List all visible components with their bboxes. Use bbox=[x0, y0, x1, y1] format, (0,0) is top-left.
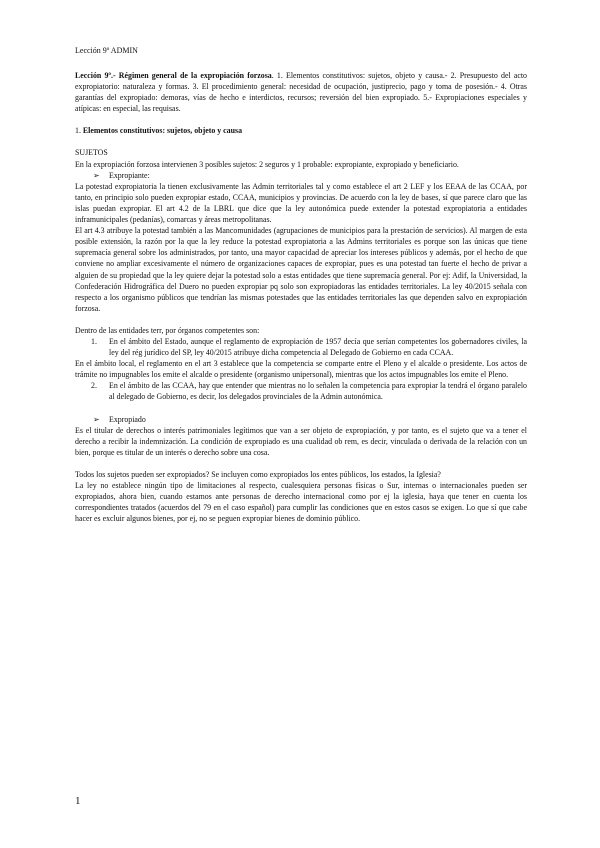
list-item bbox=[75, 336, 527, 358]
page-header: Lección 9º ADMIN bbox=[75, 46, 138, 55]
expropiado-label: Expropiado bbox=[109, 414, 146, 424]
expropiante-paragraph-1: La potestad expropiatoria la tienen exclusivamente las Admin territoriales tal y como establece el art 2 LEF y los EEAA de las CCAA, por tanto, en principio solo pueden expropiar estado, CCAA, municipios y provincias. De acuerdo con la ley de bases, sí que parece claro que las islas puedan expropiar. El art 4.2 de la LBRL que dice que la ley autonómica puede extender la potestad expropiatoria a entidades inframunicipales (pedanías), comarcas y áreas metropolitanas. bbox=[75, 181, 527, 225]
sujetos-heading: SUJETOS bbox=[75, 148, 108, 158]
sujetos-intro: En la expropiación forzosa intervienen 3 posibles sujetos: 2 seguros y 1 probable: expropiante, expropiado y beneficiario. bbox=[75, 159, 459, 169]
list-item-text: En el ámbito de las CCAA, hay que entender que mientras no lo señalen la competencia para expropiar la tendrá el órgano paralelo al delegado de Gobierno, es decir, los delegados provinciales de la Admin autonómica. bbox=[109, 381, 527, 402]
organos-list-2 bbox=[75, 380, 527, 402]
organos-list bbox=[75, 336, 527, 358]
document-body bbox=[75, 70, 527, 524]
expropiado-heading bbox=[75, 414, 527, 425]
expropiante-paragraph-2: El art 4.3 atribuye la potestad también a las Mancomunidades (agrupaciones de municipios para la prestación de servicios). Al margen de esta posible extensión, la razón por la que la ley reduce la potestad expropiatoria a las Admins territoriales es porque son las únicas que tiene supremacía general sobre los administrados, por tanto, una mayor capacidad de apreciar los intereses públicos y además, por el hecho de que conviene no ampliar excesivamente el número de organizaciones capaces de expropiar, pues es una potestad tan fuerte el hecho de privar a alguien de su propiedad que la ley quiere dejar la potestad solo a estas entidades que tiene supremacía general. Por ej: Adif, la Universidad, la Confederación Hidrográfica del Duero no pueden expropiar pq solo son expropiadoras las entidades territoriales. La ley 40/2015 señala con respecto a los organismo públicos que tendrían las mismas potestades que las entidades territoriales las que dependen salvo en expropiación forzosa. bbox=[75, 226, 527, 313]
answer-paragraph: La ley no establece ningún tipo de limitaciones al respecto, cualesquiera personas físicas o Sur, internas o internacionales pueden ser expropiados, ahora bien, cuando estamos ante personas de derecho internacional como por ej la iglesia, haya que tener en cuenta los correspondientes tratados (acuerdos del 79 en el caso español) para cumplir las condiciones que en estos casos se exigen. Lo que sí que cabe hacer es excluir algunos bienes, por ej, no se peguen expropiar bienes de dominio público. bbox=[75, 481, 527, 524]
section-title: Elementos constitutivos: sujetos, objeto y causa bbox=[82, 126, 243, 136]
question-paragraph: Todos los sujetos pueden ser expropiados? Se incluyen como expropiados los entes públicos, los estados, la Iglesia? bbox=[75, 469, 441, 479]
list-item-text: En el ámbito del Estado, aunque el reglamento de expropiación de 1957 decía que serían competentes los gobernadores civiles, la ley del rég jurídico del SP, ley 40/2015 atribuye dicha competencia al Delegado de Gobierno en cada CCAA. bbox=[109, 336, 527, 358]
section-heading bbox=[75, 125, 527, 136]
organos-intro: Dentro de las entidades terr, por órganos competentes son: bbox=[75, 325, 260, 335]
arrow-bullet-icon: ➢ bbox=[93, 414, 100, 424]
lesson-outline: . 1. Elementos constitutivos: sujetos, objeto y causa.- 2. Presupuesto del acto expropiatorio: naturaleza y formas. 3. El procedimiento general: necesidad de ocupación, justiprecio, pago y toma de posesión.- 4. Otras garantías del expropiado: demoras, vías de hecho e interdictos, recursos; reversión del bien expropiado. 5.- Expropiaciones especiales y atípicas: en especial, las requisas. bbox=[75, 71, 527, 114]
list-number: 2. bbox=[91, 381, 97, 391]
expropiado-paragraph: Es el titular de derechos o interés patrimoniales legítimos que van a ser objeto de expropiación, y por tanto, es el sujeto que va a tener el derecho a recibir la indemnización. La condición de expropiado es una cualidad ob rem, es decir, vinculada o derivada de la relación con un bien, porque es titular de un interés o derecho sobre una cosa. bbox=[75, 425, 527, 457]
intro-paragraph bbox=[75, 70, 527, 114]
list-number: 1. bbox=[91, 336, 97, 346]
expropiante-heading bbox=[75, 170, 527, 181]
page-number: 1 bbox=[75, 795, 81, 807]
list-item bbox=[75, 380, 527, 402]
organos-local-paragraph: En el ámbito local, el reglamento en el art 3 establece que la competencia se comparte entre el Pleno y el alcalde o presidente. Los actos de trámite no impugnables los emite el alcalde o presidente (organismo unipersonal), mientras que los actos impugnables los emite el Pleno. bbox=[75, 359, 527, 380]
arrow-bullet-icon: ➢ bbox=[93, 170, 100, 180]
lesson-title: Lección 9º.- Régimen general de la expropiación forzosa bbox=[75, 71, 272, 80]
expropiante-label: Expropiante: bbox=[109, 170, 150, 180]
section-number: 1. bbox=[75, 126, 83, 136]
